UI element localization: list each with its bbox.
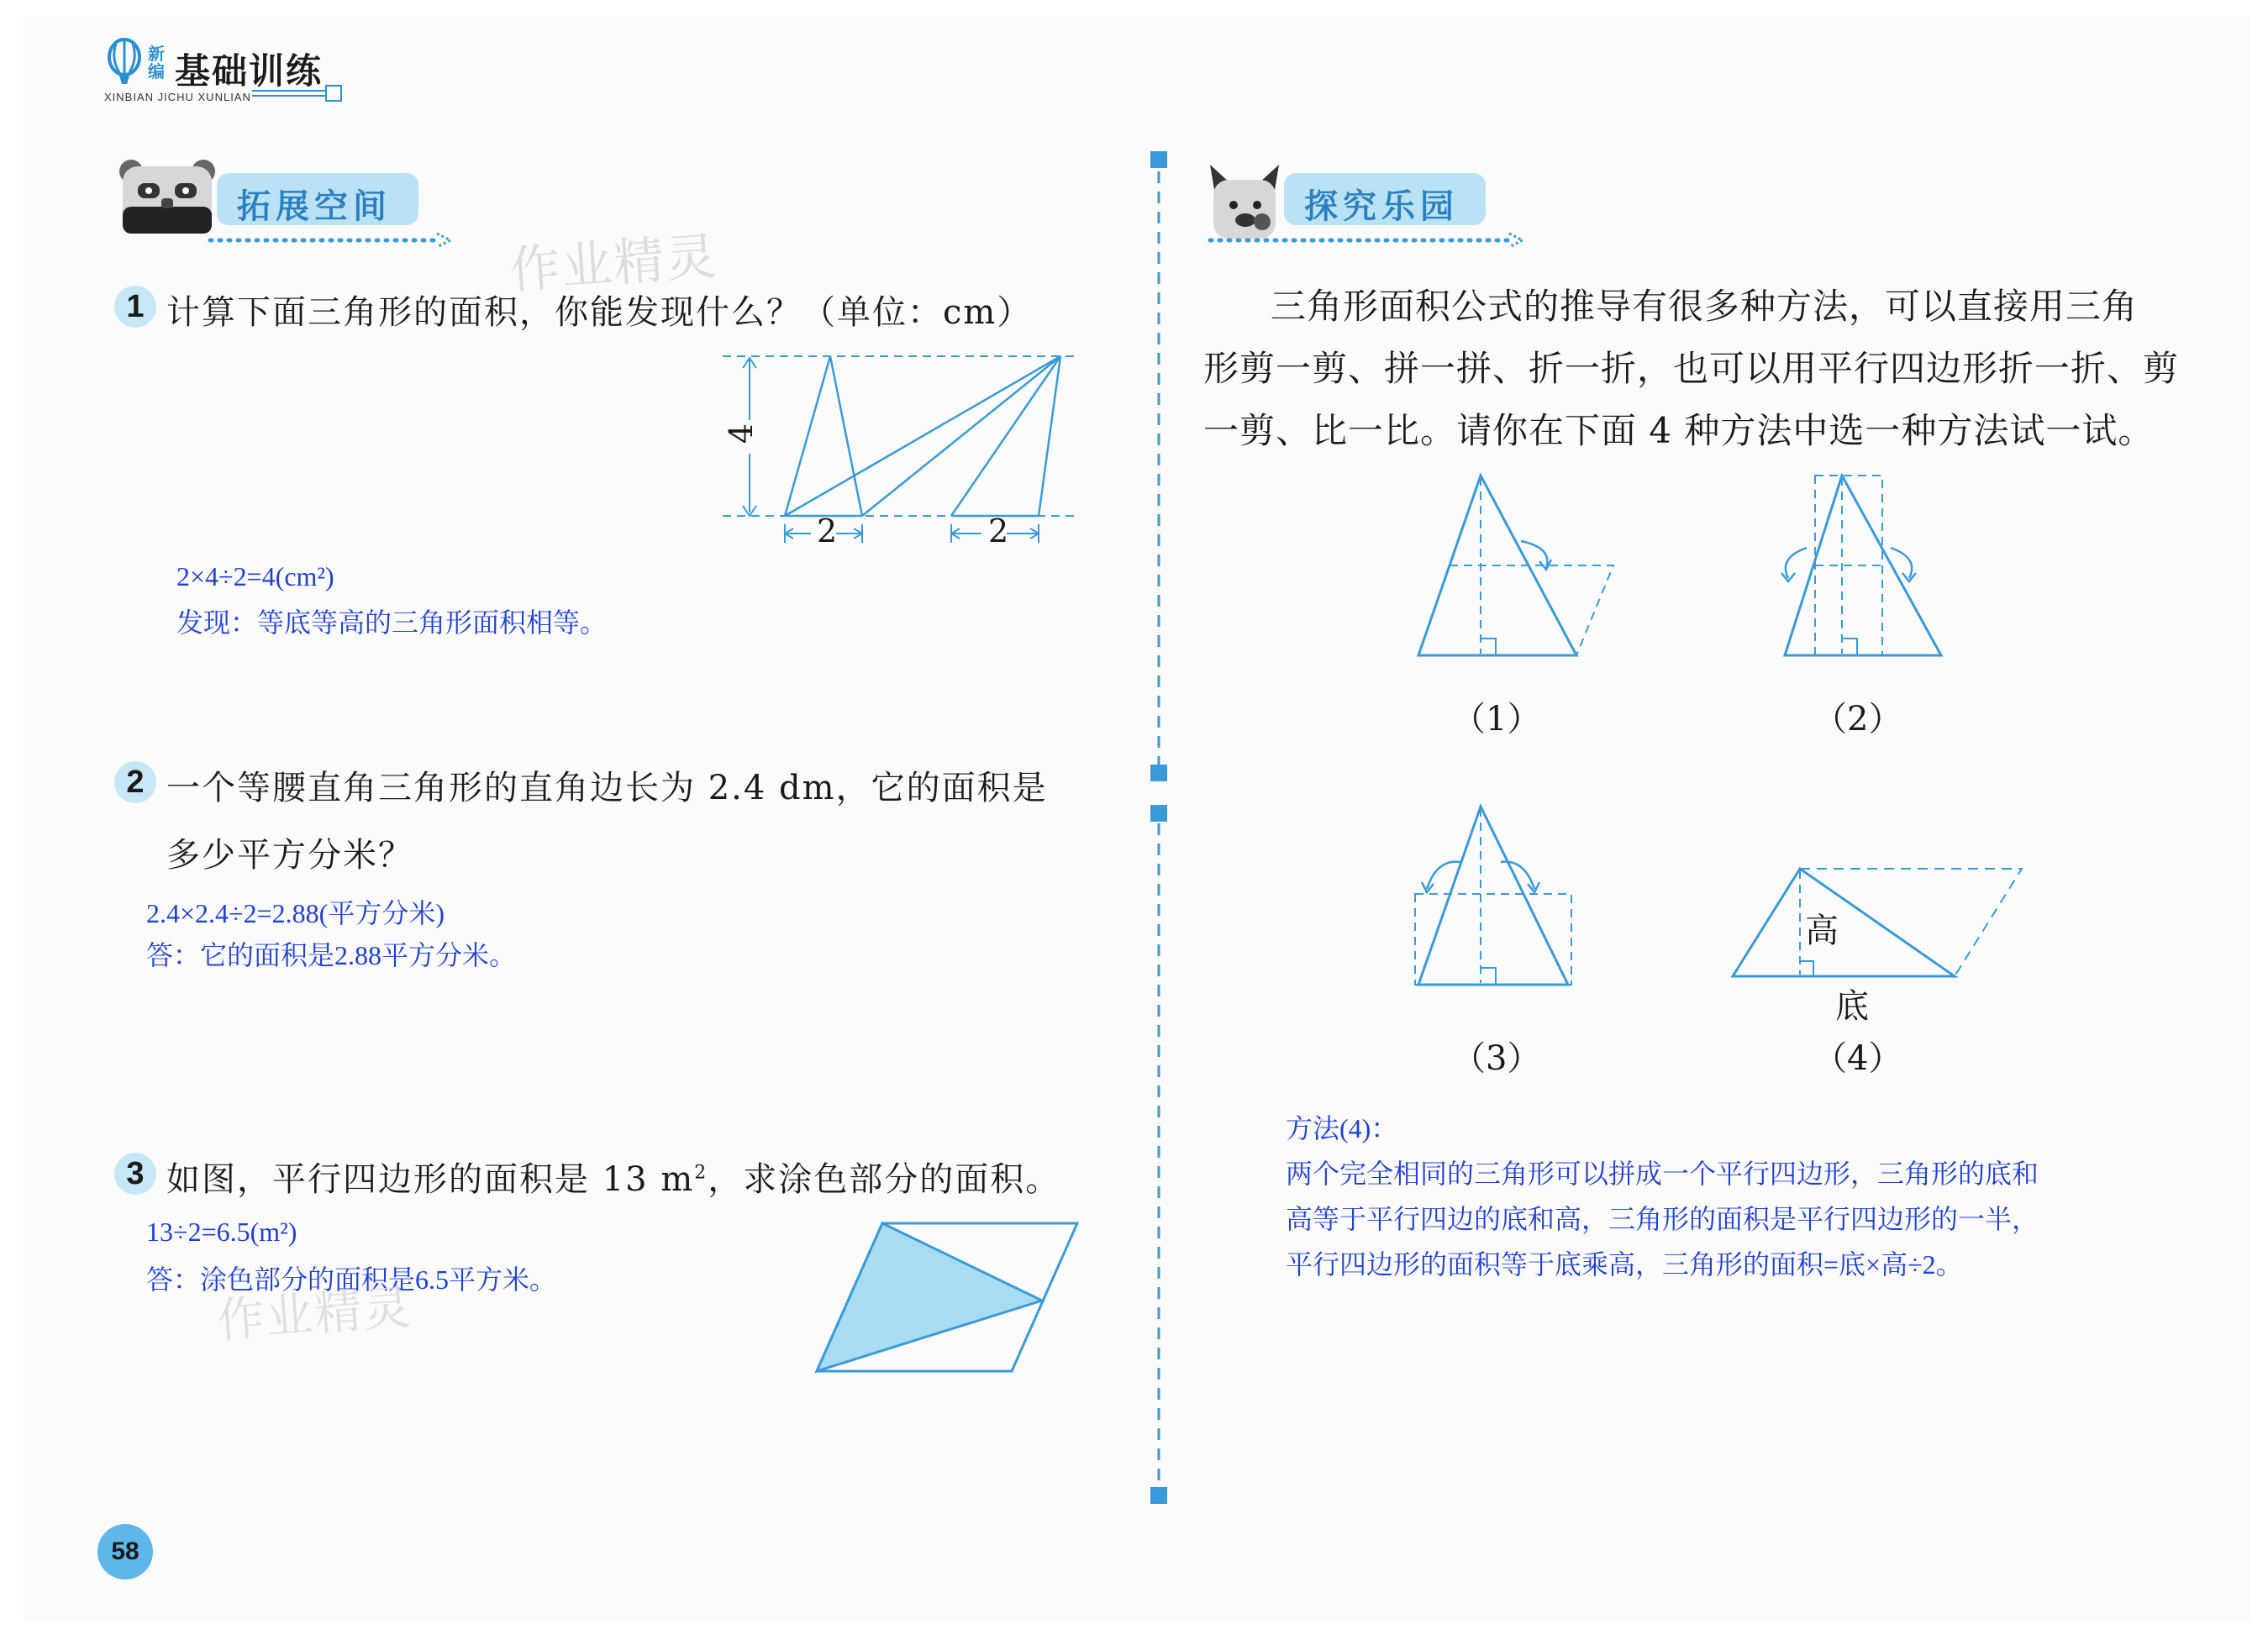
caption-2: （2）	[1813, 700, 1902, 739]
method-answer-line-1: 两个完全相同的三角形可以拼成一个平行四边形，三角形的底和	[1286, 1159, 2039, 1189]
logo-prefix: 新编	[148, 44, 165, 81]
question-2-number: 2	[114, 761, 156, 803]
q1-height-label: 4	[723, 423, 760, 444]
question-2-text-line1: 一个等腰直角三角形的直角边长为 2.4 dm，它的面积是	[166, 769, 1048, 807]
intro-line-1: 三角形面积公式的推导有很多种方法，可以直接用三角	[1271, 286, 2139, 327]
q1-triangles-figure	[714, 344, 1084, 546]
watermark-text: 作业精灵	[508, 227, 720, 301]
q1-answer-calc: 2×4÷2=4(cm²)	[176, 561, 334, 591]
q3-parallelogram-figure	[815, 1218, 1084, 1378]
intro-line-2: 形剪一剪、拼一拼、折一折，也可以用平行四边形折一折、剪	[1203, 348, 2180, 389]
question-3-sup: 2	[694, 1162, 708, 1184]
q1-answer-finding: 发现：等底等高的三角形面积相等。	[176, 607, 608, 638]
banner-dots-left	[210, 232, 454, 249]
balloon-logo-icon	[106, 39, 143, 89]
question-1-text: 计算下面三角形的面积，你能发现什么？（单位：cm）	[166, 293, 1033, 332]
page-number: 58	[97, 1524, 153, 1580]
logo-underline	[252, 84, 345, 104]
section-title-expand: 拓展空间	[237, 187, 392, 226]
method-1-figure	[1412, 470, 1622, 664]
method-answer-line-3: 平行四边形的面积等于底乘高，三角形的面积=底×高÷2。	[1286, 1249, 1963, 1280]
question-3-text	[166, 1153, 1060, 1201]
banner-dots-right	[1210, 232, 1529, 249]
fig4-base-label: 底	[1835, 987, 1869, 1026]
fig4-height-label: 高	[1805, 912, 1839, 950]
intro-line-3: 一剪、比一比。请你在下面 4 种方法中选一种方法试一试。	[1203, 410, 2155, 451]
dog-mascot-icon	[1205, 161, 1284, 242]
question-3-text-after: ，求涂色部分的面积。	[708, 1160, 1061, 1199]
q3-answer-calc: 13÷2=6.5(m²)	[146, 1217, 297, 1247]
logo-subtitle: XINBIAN JICHU XUNLIAN	[104, 91, 251, 103]
q1-base-label-2: 2	[988, 512, 1009, 549]
question-1-number: 1	[114, 286, 156, 328]
method-3-figure	[1403, 798, 1605, 991]
method-answer-line-2: 高等于平行四边的底和高，三角形的面积是平行四边形的一半，	[1286, 1204, 2039, 1234]
method-2-figure	[1773, 470, 1958, 664]
q1-base-label-1: 2	[817, 512, 838, 549]
q2-answer-calc: 2.4×2.4÷2=2.88(平方分米)	[146, 898, 445, 928]
caption-1: （1）	[1452, 700, 1541, 739]
page-background	[24, 17, 2250, 1622]
question-3-text-before: 如图，平行四边形的面积是 13 m	[166, 1160, 695, 1199]
method-answer-title: 方法(4)：	[1286, 1113, 1398, 1143]
raccoon-mascot-icon	[116, 158, 218, 239]
question-2-text-line2: 多少平方分米？	[166, 836, 413, 875]
q3-answer-sentence: 答：涂色部分的面积是6.5平方米。	[146, 1264, 557, 1295]
q2-answer-sentence: 答：它的面积是2.88平方分米。	[146, 940, 517, 970]
section-title-explore: 探究乐园	[1304, 187, 1459, 226]
center-divider	[1146, 151, 1171, 1512]
method-4-figure	[1723, 857, 2034, 991]
caption-4: （4）	[1813, 1039, 1902, 1078]
logo-title: 基础训练	[175, 50, 324, 92]
question-3-number: 3	[114, 1153, 156, 1195]
caption-3: （3）	[1452, 1039, 1541, 1078]
watermark-text-2: 作业精灵	[215, 1280, 414, 1349]
